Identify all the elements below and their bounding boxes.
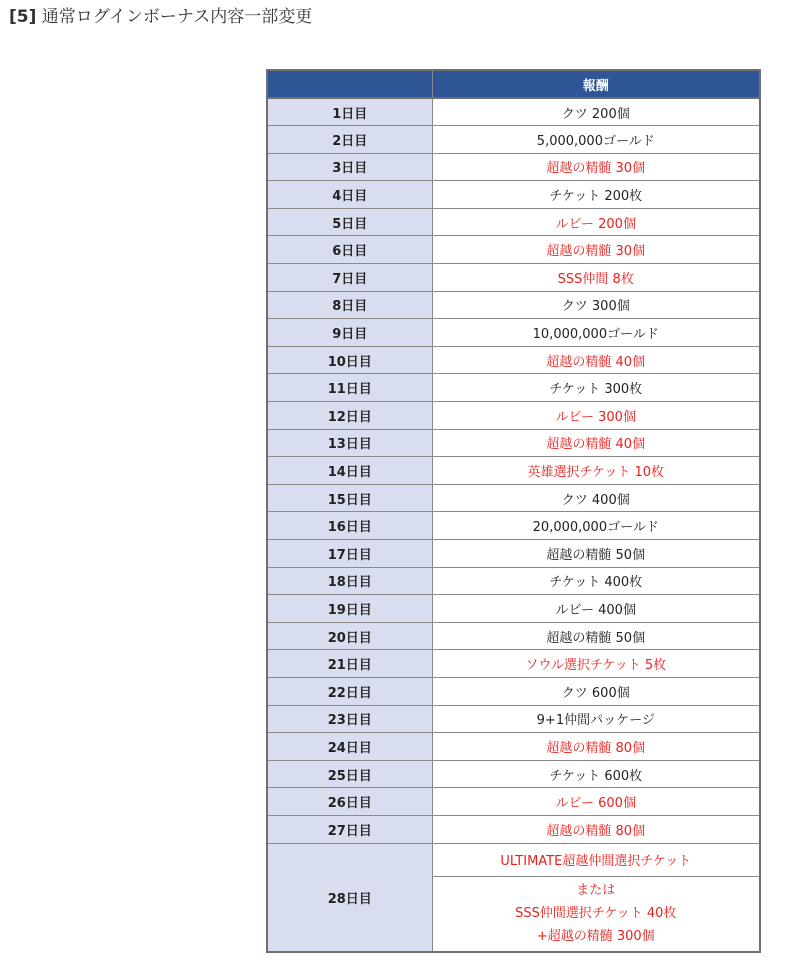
day-cell: 21日目 (267, 650, 432, 678)
reward-cell: SSS仲間 8枚 (432, 264, 760, 292)
table-row (267, 429, 760, 457)
section-number: [5] (9, 7, 37, 27)
table-row (267, 677, 760, 705)
day-cell: 7日目 (267, 264, 432, 292)
reward-cell: 超越の精髄 30個 (432, 153, 760, 181)
reward-or-line: または (576, 883, 616, 899)
reward-alt-line: SSS仲間選択チケット 40枚 (515, 906, 677, 922)
table-row (267, 374, 760, 402)
table-row (267, 595, 760, 623)
day-cell: 2日目 (267, 126, 432, 154)
table-row (267, 484, 760, 512)
table-header-row (267, 70, 760, 98)
reward-cell: ルビー 300個 (432, 402, 760, 430)
reward-cell: ULTIMATE超越仲間選択チケット (432, 843, 760, 876)
table-row (267, 788, 760, 816)
reward-cell: クツ 600個 (432, 677, 760, 705)
reward-cell: 超越の精髄 80個 (432, 733, 760, 761)
table-row (267, 181, 760, 209)
reward-cell: 20,000,000ゴールド (432, 512, 760, 540)
day-cell: 19日目 (267, 595, 432, 623)
table-row (267, 264, 760, 292)
day-cell: 15日目 (267, 484, 432, 512)
day-cell: 20日目 (267, 622, 432, 650)
section-title (9, 5, 312, 29)
reward-cell: ルビー 400個 (432, 595, 760, 623)
reward-cell: クツ 300個 (432, 291, 760, 319)
reward-cell: クツ 200個 (432, 98, 760, 126)
reward-cell: 超越の精髄 40個 (432, 346, 760, 374)
reward-cell: 超越の精髄 40個 (432, 429, 760, 457)
reward-cell: チケット 600枚 (432, 760, 760, 788)
day-cell: 5日目 (267, 208, 432, 236)
table-row (267, 567, 760, 595)
day-cell: 11日目 (267, 374, 432, 402)
day-cell: 24日目 (267, 733, 432, 761)
table-row (267, 540, 760, 568)
reward-cell: クツ 400個 (432, 484, 760, 512)
table-row (267, 153, 760, 181)
day-cell: 22日目 (267, 677, 432, 705)
day-cell: 3日目 (267, 153, 432, 181)
day-cell: 25日目 (267, 760, 432, 788)
day-cell: 26日目 (267, 788, 432, 816)
day-cell: 1日目 (267, 98, 432, 126)
reward-cell: 5,000,000ゴールド (432, 126, 760, 154)
reward-alt-line: +超越の精髄 300個 (536, 929, 655, 945)
reward-cell: 超越の精髄 50個 (432, 622, 760, 650)
table-row (267, 760, 760, 788)
day-cell: 10日目 (267, 346, 432, 374)
day-cell: 13日目 (267, 429, 432, 457)
header-day-cell (267, 70, 432, 98)
reward-cell: 超越の精髄 50個 (432, 540, 760, 568)
table-row (267, 457, 760, 485)
day-cell: 28日目 (267, 843, 432, 952)
table-row (267, 346, 760, 374)
table-row (267, 98, 760, 126)
reward-cell: 9+1仲間パッケージ (432, 705, 760, 733)
day-cell: 8日目 (267, 291, 432, 319)
reward-cell: 超越の精髄 80個 (432, 815, 760, 843)
header-reward-cell: 報酬 (432, 70, 760, 98)
reward-cell-multiline (432, 876, 760, 952)
table-row (267, 402, 760, 430)
reward-cell: ルビー 200個 (432, 208, 760, 236)
reward-cell: チケット 400枚 (432, 567, 760, 595)
day-cell: 18日目 (267, 567, 432, 595)
day-cell: 12日目 (267, 402, 432, 430)
table-row (267, 622, 760, 650)
table-row (267, 319, 760, 347)
table-row (267, 815, 760, 843)
reward-cell: チケット 300枚 (432, 374, 760, 402)
reward-cell: 10,000,000ゴールド (432, 319, 760, 347)
section-heading: 通常ログインボーナス内容一部変更 (41, 7, 313, 27)
day-cell: 9日目 (267, 319, 432, 347)
reward-cell: ソウル選択チケット 5枚 (432, 650, 760, 678)
reward-cell: チケット 200枚 (432, 181, 760, 209)
reward-cell: 英雄選択チケット 10枚 (432, 457, 760, 485)
table-row (267, 733, 760, 761)
table-row (267, 126, 760, 154)
login-bonus-table (266, 69, 761, 953)
day-cell: 17日目 (267, 540, 432, 568)
table-row (267, 705, 760, 733)
reward-cell: ルビー 600個 (432, 788, 760, 816)
day-cell: 6日目 (267, 236, 432, 264)
day-cell: 4日目 (267, 181, 432, 209)
reward-cell: 超越の精髄 30個 (432, 236, 760, 264)
day-cell: 23日目 (267, 705, 432, 733)
table-row (267, 236, 760, 264)
table-row (267, 843, 760, 876)
day-cell: 14日目 (267, 457, 432, 485)
day-cell: 27日目 (267, 815, 432, 843)
day-cell: 16日目 (267, 512, 432, 540)
table-row (267, 291, 760, 319)
table-row (267, 512, 760, 540)
table-row (267, 208, 760, 236)
table-row (267, 650, 760, 678)
